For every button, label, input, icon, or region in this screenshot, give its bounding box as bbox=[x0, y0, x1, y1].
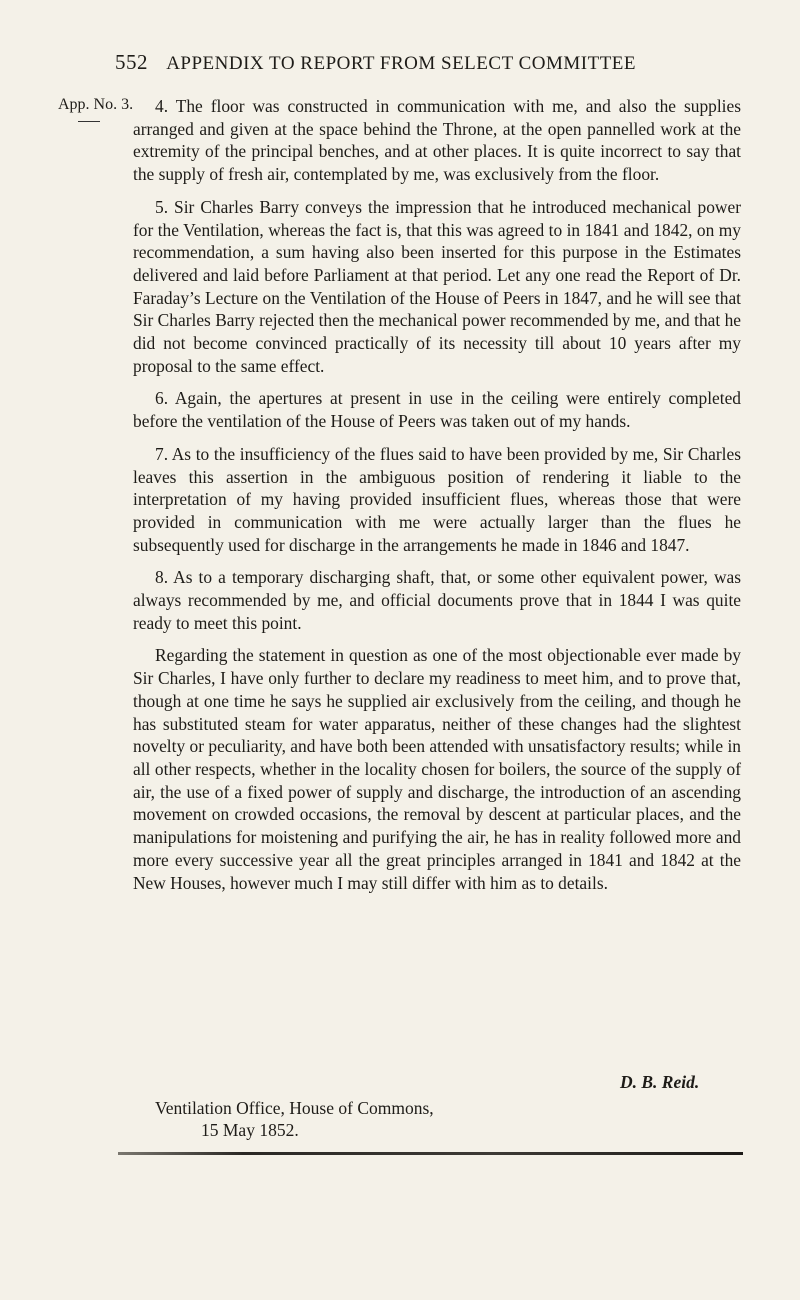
running-title: APPENDIX TO REPORT FROM SELECT COMMITTEE bbox=[166, 53, 637, 74]
paragraph-4: 4. The floor was constructed in communication with me, and also the supplies arranged and given at the space behind the Throne, at the open pannelled work at the extremity of the principal benches, and at other places. It is quite incorrect to say that the supply of fresh air, contemplated by me, was exclusively from the floor. bbox=[133, 96, 741, 185]
running-header bbox=[115, 50, 636, 75]
dateline-office: Ventilation Office, House of Commons, bbox=[155, 1098, 434, 1118]
body-text bbox=[133, 95, 741, 904]
paragraph-5: 5. Sir Charles Barry conveys the impression that he introduced mechanical power for the Ventilation, whereas the fact is, that this was agreed to in 1841 and 1842, on my recommendation, a sum having also been inserted for this purpose in the Estimates delivered and laid before Parliament at that period. Let any one read the Report of Dr. Faraday’s Lecture on the Ventilation of the House of Peers in 1847, and he will see that Sir Charles Barry rejected then the mechanical power recommended by me, and that he did not become convinced practically of its necessity till about 10 years after my proposal to the same effect. bbox=[133, 196, 741, 376]
margin-reference: App. No. 3. bbox=[58, 96, 134, 113]
dateline-date: 15 May 1852. bbox=[201, 1120, 299, 1140]
page-number: 552 bbox=[115, 50, 148, 74]
paragraph-7: 7. As to the insufficiency of the flues said to have been provided by me, Sir Charles leaves this assertion in the ambiguous position of rendering it liable to the interpretation of my having provided insufficient flues, whereas those that were provided in communication with me were actually larger than the flues he subsequently used for discharge in the arrangements he made in 1846 and 1847. bbox=[133, 443, 741, 555]
bottom-rule bbox=[118, 1152, 743, 1155]
paragraph-8: 8. As to a temporary discharging shaft, that, or some other equivalent power, was always recommended by me, and official documents prove that in 1844 I was quite ready to meet this point. bbox=[133, 567, 741, 633]
signature: D. B. Reid. bbox=[620, 1072, 700, 1092]
paragraph-closing: Regarding the statement in question as one of the most objectionable ever made by Sir Charles, I have only further to declare my readiness to meet him, and to prove that, though at one time he says he supplied air exclusively from the ceiling, and though he has substituted steam for water apparatus, neither of these changes had the slightest novelty or peculiarity, and have both been attended with unsatisfactory results; while in all other respects, whether in the locality chosen for boilers, the source of the supply of air, the use of a fixed power of supply and discharge, the introduction of an ascending movement on crowded occasions, the removal by descent at particular places, and the manipulations for moistening and purifying the air, he has in reality followed more and more every successive year all the great principles arranged in 1841 and 1842 at the New Houses, however much I may still differ with him as to details. bbox=[133, 645, 741, 893]
paragraph-6: 6. Again, the apertures at present in use in the ceiling were entirely completed before the ventilation of the House of Peers was taken out of my hands. bbox=[133, 388, 741, 432]
margin-dash bbox=[78, 121, 100, 122]
dateline bbox=[155, 1097, 434, 1141]
